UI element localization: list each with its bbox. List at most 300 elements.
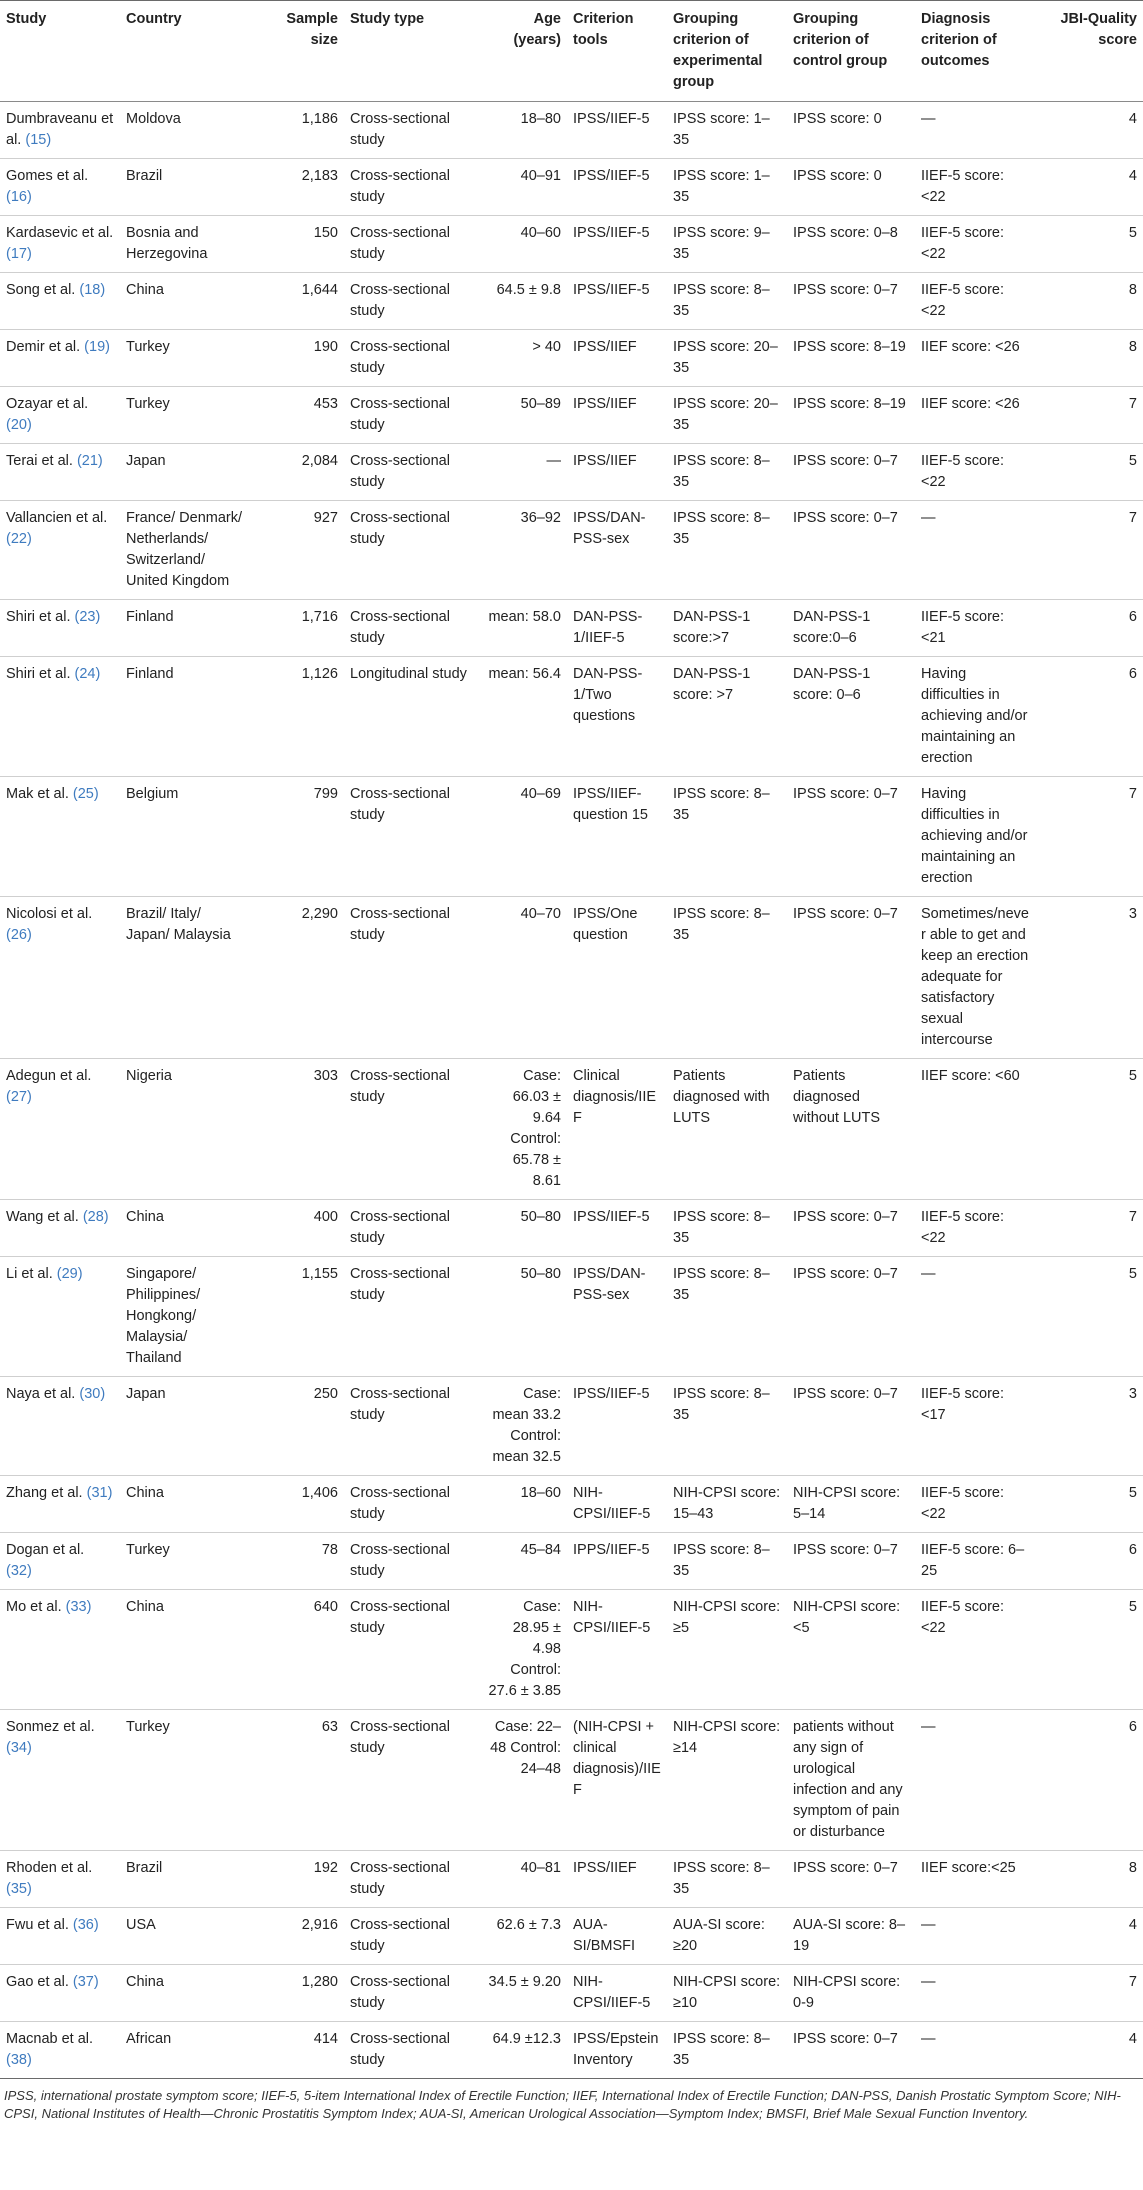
cell-criterion-tools: IPSS/DAN-PSS-sex [567,1257,667,1377]
cell-age: 36–92 [479,501,567,600]
cell-grouping-experimental: IPSS score: 8–35 [667,444,787,501]
cell-sample-size: 250 [250,1377,344,1476]
cell-age: 50–80 [479,1257,567,1377]
cell-country: Nigeria [120,1059,250,1200]
cell-age: 40–81 [479,1851,567,1908]
cell-country: China [120,1200,250,1257]
cell-age: 40–70 [479,897,567,1059]
header-row [0,1,1143,102]
cell-diagnosis-criterion: IIEF-5 score: <17 [915,1377,1035,1476]
study-author: Wang et al. [6,1209,79,1225]
cell-jbi-score: 7 [1035,501,1143,600]
cell-country: Brazil/ Italy/ Japan/ Malaysia [120,897,250,1059]
cell-jbi-score: 5 [1035,1257,1143,1377]
cell-grouping-control: IPSS score: 0–7 [787,501,915,600]
cell-grouping-experimental: IPSS score: 8–35 [667,1851,787,1908]
study-author: Dogan et al. [6,1542,85,1558]
cell-study-type: Cross-sectional study [344,1965,479,2022]
cell-grouping-experimental: IPSS score: 1–35 [667,102,787,159]
study-author: Vallancien et al. [6,510,108,526]
cell-grouping-control: IPSS score: 0–7 [787,1533,915,1590]
reference-link[interactable]: (24) [74,666,101,682]
cell-study-type: Longitudinal study [344,657,479,777]
cell-jbi-score: 5 [1035,444,1143,501]
cell-sample-size: 1,406 [250,1476,344,1533]
study-author: Fwu et al. [6,1917,69,1933]
table-row [0,1377,1143,1476]
cell-study-type: Cross-sectional study [344,1059,479,1200]
cell-country: Bosnia and Herzegovina [120,216,250,273]
cell-grouping-experimental: IPSS score: 8–35 [667,897,787,1059]
reference-link[interactable]: (35) [6,1881,32,1897]
cell-country: Turkey [120,330,250,387]
reference-link[interactable]: (32) [6,1563,32,1579]
reference-link[interactable]: (30) [79,1386,106,1402]
cell-sample-size: 400 [250,1200,344,1257]
cell-criterion-tools: DAN-PSS-1/IIEF-5 [567,600,667,657]
cell-jbi-score: 5 [1035,1590,1143,1710]
cell-country: China [120,1590,250,1710]
cell-jbi-score: 4 [1035,102,1143,159]
cell-sample-size: 1,186 [250,102,344,159]
table-row [0,273,1143,330]
cell-grouping-control: IPSS score: 0–7 [787,1377,915,1476]
table-row [0,657,1143,777]
cell-diagnosis-criterion: IIEF-5 score: <22 [915,1476,1035,1533]
cell-grouping-experimental: IPSS score: 9–35 [667,216,787,273]
cell-country: Japan [120,1377,250,1476]
table-row [0,216,1143,273]
cell-age: 50–80 [479,1200,567,1257]
reference-link[interactable]: (15) [25,132,52,148]
cell-sample-size: 1,644 [250,273,344,330]
table-row [0,600,1143,657]
cell-criterion-tools: IPSS/IIEF-5 [567,102,667,159]
cell-age: 40–60 [479,216,567,273]
cell-criterion-tools: IPPS/IIEF-5 [567,1533,667,1590]
cell-criterion-tools: (NIH-CPSI + clinical diagnosis)/IIEF [567,1710,667,1851]
cell-country: Moldova [120,102,250,159]
cell-grouping-control: IPSS score: 0–7 [787,1851,915,1908]
table-row [0,897,1143,1059]
cell-study-type: Cross-sectional study [344,444,479,501]
study-author: Adegun et al. [6,1068,92,1084]
cell-study [0,159,120,216]
cell-diagnosis-criterion: — [915,2022,1035,2079]
reference-link[interactable]: (28) [82,1209,109,1225]
cell-grouping-control: NIH-CPSI score: 0-9 [787,1965,915,2022]
cell-diagnosis-criterion: — [915,102,1035,159]
cell-study [0,216,120,273]
study-author: Song et al. [6,282,76,298]
header-jbi-score: JBI-Quality score [1035,1,1143,102]
cell-jbi-score: 7 [1035,1200,1143,1257]
cell-diagnosis-criterion: IIEF-5 score: <22 [915,216,1035,273]
cell-grouping-control: IPSS score: 0–7 [787,1257,915,1377]
cell-jbi-score: 8 [1035,330,1143,387]
cell-study-type: Cross-sectional study [344,387,479,444]
cell-jbi-score: 3 [1035,1377,1143,1476]
cell-study [0,1200,120,1257]
reference-link[interactable]: (29) [56,1266,83,1282]
cell-sample-size: 2,916 [250,1908,344,1965]
cell-country: Brazil [120,159,250,216]
header-sample-size: Sample size [250,1,344,102]
table-row [0,159,1143,216]
cell-study [0,897,120,1059]
cell-jbi-score: 8 [1035,1851,1143,1908]
cell-study [0,1908,120,1965]
cell-sample-size: 150 [250,216,344,273]
cell-sample-size: 192 [250,1851,344,1908]
reference-link[interactable]: (36) [72,1917,99,1933]
cell-country: Finland [120,657,250,777]
cell-country: China [120,1476,250,1533]
table-row [0,330,1143,387]
cell-sample-size: 63 [250,1710,344,1851]
cell-study [0,273,120,330]
cell-country: China [120,273,250,330]
cell-country: Turkey [120,387,250,444]
cell-study-type: Cross-sectional study [344,897,479,1059]
reference-link[interactable]: (31) [86,1485,113,1501]
study-author: Rhoden et al. [6,1860,93,1876]
cell-jbi-score: 5 [1035,216,1143,273]
table-row [0,444,1143,501]
cell-country: Turkey [120,1533,250,1590]
cell-study-type: Cross-sectional study [344,1257,479,1377]
cell-study-type: Cross-sectional study [344,777,479,897]
cell-study-type: Cross-sectional study [344,1476,479,1533]
cell-study [0,1059,120,1200]
cell-sample-size: 2,084 [250,444,344,501]
cell-study-type: Cross-sectional study [344,1908,479,1965]
cell-study [0,1710,120,1851]
cell-criterion-tools: AUA-SI/BMSFI [567,1908,667,1965]
cell-jbi-score: 7 [1035,777,1143,897]
cell-age: Case: 66.03 ± 9.64 Control: 65.78 ± 8.61 [479,1059,567,1200]
cell-grouping-control: NIH-CPSI score: 5–14 [787,1476,915,1533]
cell-diagnosis-criterion: IIEF-5 score: <22 [915,273,1035,330]
cell-country: USA [120,1908,250,1965]
cell-diagnosis-criterion: IIEF score: <26 [915,330,1035,387]
cell-diagnosis-criterion: — [915,1908,1035,1965]
cell-country: Belgium [120,777,250,897]
cell-criterion-tools: IPSS/DAN-PSS-sex [567,501,667,600]
table-row [0,777,1143,897]
header-diagnosis-criterion: Diagnosis criterion of outcomes [915,1,1035,102]
study-author: Kardasevic et al. [6,225,114,241]
reference-link[interactable]: (38) [6,2052,32,2068]
cell-age: Case: 22–48 Control: 24–48 [479,1710,567,1851]
header-criterion-tools: Criterion tools [567,1,667,102]
cell-grouping-control: IPSS score: 0 [787,159,915,216]
cell-grouping-experimental: IPSS score: 20–35 [667,330,787,387]
table-row [0,501,1143,600]
cell-sample-size: 414 [250,2022,344,2079]
table-row [0,1965,1143,2022]
cell-criterion-tools: IPSS/IIEF [567,444,667,501]
cell-study-type: Cross-sectional study [344,330,479,387]
cell-diagnosis-criterion: IIEF-5 score: <22 [915,444,1035,501]
table-row [0,2022,1143,2079]
cell-criterion-tools: DAN-PSS-1/Two questions [567,657,667,777]
cell-study-type: Cross-sectional study [344,102,479,159]
cell-grouping-experimental: IPSS score: 8–35 [667,777,787,897]
study-author: Mo et al. [6,1599,62,1615]
header-grouping-control: Grouping criterion of control group [787,1,915,102]
cell-age: 50–89 [479,387,567,444]
cell-diagnosis-criterion: IIEF-5 score: <22 [915,1590,1035,1710]
study-author: Zhang et al. [6,1485,83,1501]
cell-jbi-score: 7 [1035,387,1143,444]
reference-link[interactable]: (27) [6,1089,32,1105]
cell-sample-size: 190 [250,330,344,387]
cell-grouping-experimental: IPSS score: 8–35 [667,1377,787,1476]
reference-link[interactable]: (20) [6,417,32,433]
cell-country: Turkey [120,1710,250,1851]
cell-criterion-tools: IPSS/Epstein Inventory [567,2022,667,2079]
reference-link[interactable]: (33) [65,1599,92,1615]
cell-diagnosis-criterion: IIEF score:<25 [915,1851,1035,1908]
cell-study [0,387,120,444]
header-country: Country [120,1,250,102]
cell-criterion-tools: IPSS/IIEF [567,1851,667,1908]
cell-sample-size: 1,716 [250,600,344,657]
reference-link[interactable]: (16) [6,189,32,205]
cell-grouping-experimental: IPSS score: 8–35 [667,501,787,600]
cell-jbi-score: 3 [1035,897,1143,1059]
cell-criterion-tools: NIH-CPSI/IIEF-5 [567,1965,667,2022]
cell-grouping-experimental: IPSS score: 8–35 [667,1257,787,1377]
study-author: Shiri et al. [6,666,71,682]
cell-study [0,1257,120,1377]
cell-diagnosis-criterion: IIEF-5 score: <22 [915,1200,1035,1257]
cell-age: Case: 28.95 ± 4.98 Control: 27.6 ± 3.85 [479,1590,567,1710]
cell-jbi-score: 6 [1035,600,1143,657]
cell-sample-size: 640 [250,1590,344,1710]
cell-age: 40–69 [479,777,567,897]
cell-study-type: Cross-sectional study [344,2022,479,2079]
cell-diagnosis-criterion: — [915,501,1035,600]
cell-study [0,657,120,777]
cell-country: Finland [120,600,250,657]
cell-age: > 40 [479,330,567,387]
cell-grouping-control: IPSS score: 8–19 [787,387,915,444]
cell-sample-size: 799 [250,777,344,897]
cell-study [0,501,120,600]
cell-grouping-experimental: Patients diagnosed with LUTS [667,1059,787,1200]
cell-study-type: Cross-sectional study [344,159,479,216]
cell-grouping-control: IPSS score: 0–8 [787,216,915,273]
cell-criterion-tools: IPSS/IIEF-5 [567,1377,667,1476]
cell-sample-size: 2,183 [250,159,344,216]
study-author: Shiri et al. [6,609,71,625]
cell-jbi-score: 7 [1035,1965,1143,2022]
cell-diagnosis-criterion: IIEF-5 score: <21 [915,600,1035,657]
cell-study [0,1533,120,1590]
cell-grouping-control: IPSS score: 0–7 [787,897,915,1059]
table-row [0,1476,1143,1533]
cell-grouping-experimental: NIH-CPSI score: ≥10 [667,1965,787,2022]
reference-link[interactable]: (17) [6,246,32,262]
cell-study [0,1377,120,1476]
reference-link[interactable]: (34) [6,1740,32,1756]
cell-grouping-experimental: NIH-CPSI score: 15–43 [667,1476,787,1533]
reference-link[interactable]: (23) [74,609,101,625]
cell-grouping-experimental: AUA-SI score: ≥20 [667,1908,787,1965]
cell-criterion-tools: NIH-CPSI/IIEF-5 [567,1590,667,1710]
cell-study [0,1851,120,1908]
study-author: Li et al. [6,1266,53,1282]
cell-criterion-tools: IPSS/IIEF-5 [567,216,667,273]
cell-study [0,777,120,897]
header-grouping-experimental: Grouping criterion of experimental group [667,1,787,102]
cell-age: mean: 58.0 [479,600,567,657]
reference-link[interactable]: (37) [72,1974,99,1990]
cell-grouping-experimental: IPSS score: 20–35 [667,387,787,444]
cell-criterion-tools: IPSS/IIEF-5 [567,159,667,216]
cell-diagnosis-criterion: Sometimes/never able to get and keep an erection adequate for satisfactory sexual intercourse [915,897,1035,1059]
cell-sample-size: 1,126 [250,657,344,777]
cell-study [0,102,120,159]
table-header [0,1,1143,102]
cell-grouping-control: IPSS score: 0–7 [787,2022,915,2079]
cell-criterion-tools: IPSS/One question [567,897,667,1059]
cell-study [0,600,120,657]
reference-link[interactable]: (22) [6,531,32,547]
cell-criterion-tools: IPSS/IIEF-5 [567,1200,667,1257]
cell-diagnosis-criterion: IIEF score: <60 [915,1059,1035,1200]
cell-grouping-experimental: NIH-CPSI score: ≥5 [667,1590,787,1710]
cell-grouping-experimental: NIH-CPSI score: ≥14 [667,1710,787,1851]
reference-link[interactable]: (21) [76,453,103,469]
cell-grouping-experimental: IPSS score: 1–35 [667,159,787,216]
cell-study [0,330,120,387]
cell-grouping-control: DAN-PSS-1 score: 0–6 [787,657,915,777]
study-author: Mak et al. [6,786,69,802]
study-author: Macnab et al. [6,2031,94,2047]
cell-study-type: Cross-sectional study [344,1200,479,1257]
cell-study-type: Cross-sectional study [344,600,479,657]
table-row [0,1533,1143,1590]
cell-study [0,1965,120,2022]
study-author: Gomes et al. [6,168,89,184]
cell-study-type: Cross-sectional study [344,1851,479,1908]
reference-link[interactable]: (25) [72,786,99,802]
cell-grouping-control: patients without any sign of urological infection and any symptom of pain or disturbance [787,1710,915,1851]
cell-study-type: Cross-sectional study [344,273,479,330]
cell-study-type: Cross-sectional study [344,501,479,600]
cell-age: 18–60 [479,1476,567,1533]
cell-age: 64.9 ±12.3 [479,2022,567,2079]
study-author: Ozayar et al. [6,396,89,412]
cell-study-type: Cross-sectional study [344,216,479,273]
cell-grouping-experimental: IPSS score: 8–35 [667,2022,787,2079]
study-author: Naya et al. [6,1386,76,1402]
study-author: Dumbraveanu et al. [6,111,114,148]
cell-age: 64.5 ± 9.8 [479,273,567,330]
cell-study [0,1590,120,1710]
cell-jbi-score: 6 [1035,1710,1143,1851]
cell-age: 45–84 [479,1533,567,1590]
cell-grouping-experimental: IPSS score: 8–35 [667,1533,787,1590]
cell-criterion-tools: Clinical diagnosis/IIEF [567,1059,667,1200]
table-row [0,1200,1143,1257]
cell-age: 62.6 ± 7.3 [479,1908,567,1965]
table-row [0,1257,1143,1377]
study-author: Nicolosi et al. [6,906,93,922]
cell-sample-size: 453 [250,387,344,444]
cell-grouping-control: IPSS score: 8–19 [787,330,915,387]
cell-country: Japan [120,444,250,501]
header-age: Age (years) [479,1,567,102]
cell-grouping-control: AUA-SI score: 8–19 [787,1908,915,1965]
cell-diagnosis-criterion: Having difficulties in achieving and/or maintaining an erection [915,657,1035,777]
cell-criterion-tools: IPSS/IIEF [567,330,667,387]
cell-grouping-control: IPSS score: 0–7 [787,273,915,330]
cell-diagnosis-criterion: IIEF score: <26 [915,387,1035,444]
cell-sample-size: 78 [250,1533,344,1590]
cell-country: Singapore/ Philippines/ Hongkong/ Malaysia/ Thailand [120,1257,250,1377]
cell-study-type: Cross-sectional study [344,1533,479,1590]
cell-sample-size: 1,155 [250,1257,344,1377]
cell-study [0,2022,120,2079]
cell-country: China [120,1965,250,2022]
reference-link[interactable]: (18) [79,282,106,298]
cell-diagnosis-criterion: IIEF-5 score: <22 [915,159,1035,216]
cell-grouping-control: IPSS score: 0–7 [787,1200,915,1257]
cell-jbi-score: 6 [1035,1533,1143,1590]
cell-age: 40–91 [479,159,567,216]
table-body [0,102,1143,2079]
cell-study-type: Cross-sectional study [344,1590,479,1710]
cell-age: Case: mean 33.2 Control: mean 32.5 [479,1377,567,1476]
cell-grouping-experimental: DAN-PSS-1 score:>7 [667,600,787,657]
table-footnote: IPSS, international prostate symptom score; IIEF-5, 5-item International Index of Erectile Function; IIEF, International Index of Erectile Function; DAN-PSS, Danish Prostatic Symptom Score; NIH-CPSI, National Institutes of Health—Chronic Prostatitis Symptom Index; AUA-SI, American Urological Association—Symptom Index; BMSFI, Brief Male Sexual Function Inventory. [4,2088,1121,2121]
table-row [0,1059,1143,1200]
cell-country: France/ Denmark/ Netherlands/ Switzerland/ United Kingdom [120,501,250,600]
cell-grouping-control: IPSS score: 0–7 [787,444,915,501]
table-row [0,1710,1143,1851]
cell-diagnosis-criterion: IIEF-5 score: 6–25 [915,1533,1035,1590]
cell-jbi-score: 4 [1035,159,1143,216]
cell-grouping-experimental: DAN-PSS-1 score: >7 [667,657,787,777]
cell-sample-size: 927 [250,501,344,600]
table-row [0,387,1143,444]
cell-jbi-score: 5 [1035,1059,1143,1200]
table-row [0,102,1143,159]
cell-diagnosis-criterion: — [915,1965,1035,2022]
cell-sample-size: 2,290 [250,897,344,1059]
cell-country: African [120,2022,250,2079]
cell-sample-size: 303 [250,1059,344,1200]
study-author: Gao et al. [6,1974,69,1990]
table-row [0,1590,1143,1710]
cell-sample-size: 1,280 [250,1965,344,2022]
study-author: Sonmez et al. [6,1719,95,1735]
cell-country: Brazil [120,1851,250,1908]
reference-link[interactable]: (19) [84,339,110,355]
cell-grouping-experimental: IPSS score: 8–35 [667,1200,787,1257]
cell-criterion-tools: NIH-CPSI/IIEF-5 [567,1476,667,1533]
study-author: Terai et al. [6,453,73,469]
cell-diagnosis-criterion: Having difficulties in achieving and/or maintaining an erection [915,777,1035,897]
cell-study [0,1476,120,1533]
reference-link[interactable]: (26) [6,927,32,943]
cell-diagnosis-criterion: — [915,1710,1035,1851]
cell-age: 18–80 [479,102,567,159]
